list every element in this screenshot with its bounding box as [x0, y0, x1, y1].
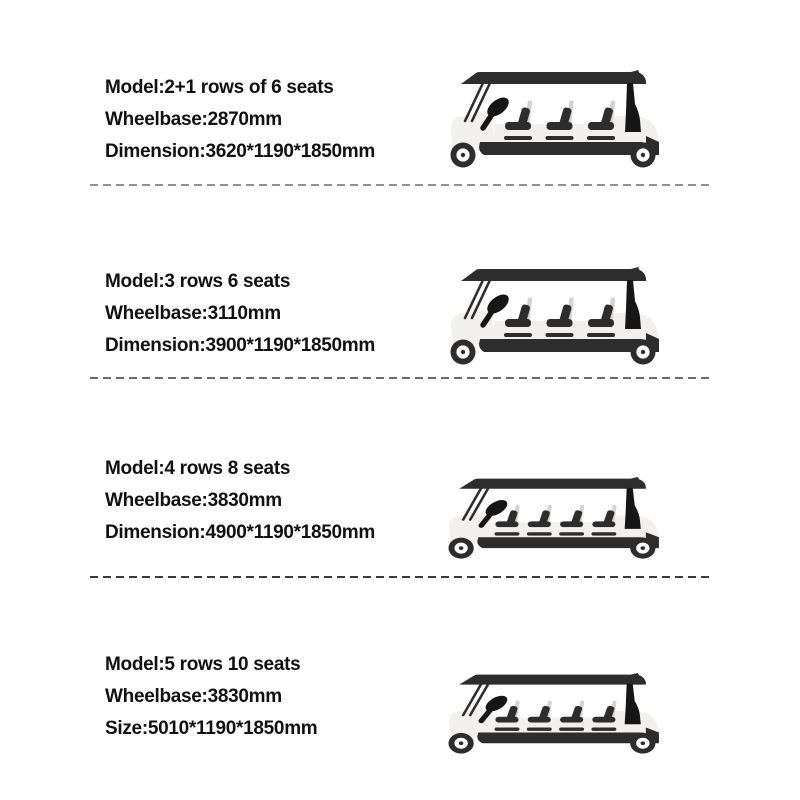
golf-cart-icon: [450, 267, 662, 365]
dimension-text: Dimension:3620*1190*1850mm: [105, 141, 375, 162]
wheelbase-text: Wheelbase:3110mm: [105, 303, 281, 324]
spec-block: [105, 266, 445, 362]
model-text: Model:4 rows 8 seats: [105, 458, 291, 479]
model-text: Model:2+1 rows of 6 seats: [105, 77, 334, 98]
model-text: Model:3 rows 6 seats: [105, 271, 291, 292]
dimension-text: Dimension:4900*1190*1850mm: [105, 522, 375, 543]
dashed-divider-line: [90, 576, 712, 578]
golf-cart-icon: [448, 477, 662, 559]
wheelbase-text: Wheelbase:2870mm: [105, 109, 282, 130]
golf-cart-icon: [450, 70, 662, 168]
model-text: Model:5 rows 10 seats: [105, 654, 301, 675]
spec-block: [105, 453, 445, 549]
dashed-divider-line: [90, 377, 712, 379]
wheelbase-text: Wheelbase:3830mm: [105, 490, 282, 511]
dimension-text: Dimension:3900*1190*1850mm: [105, 335, 375, 356]
dimension-text: Size:5010*1190*1850mm: [105, 718, 318, 739]
spec-block: [105, 649, 445, 745]
wheelbase-text: Wheelbase:3830mm: [105, 686, 282, 707]
golf-cart-icon: [448, 673, 662, 754]
spec-block: [105, 72, 445, 168]
dashed-divider-line: [90, 184, 712, 186]
